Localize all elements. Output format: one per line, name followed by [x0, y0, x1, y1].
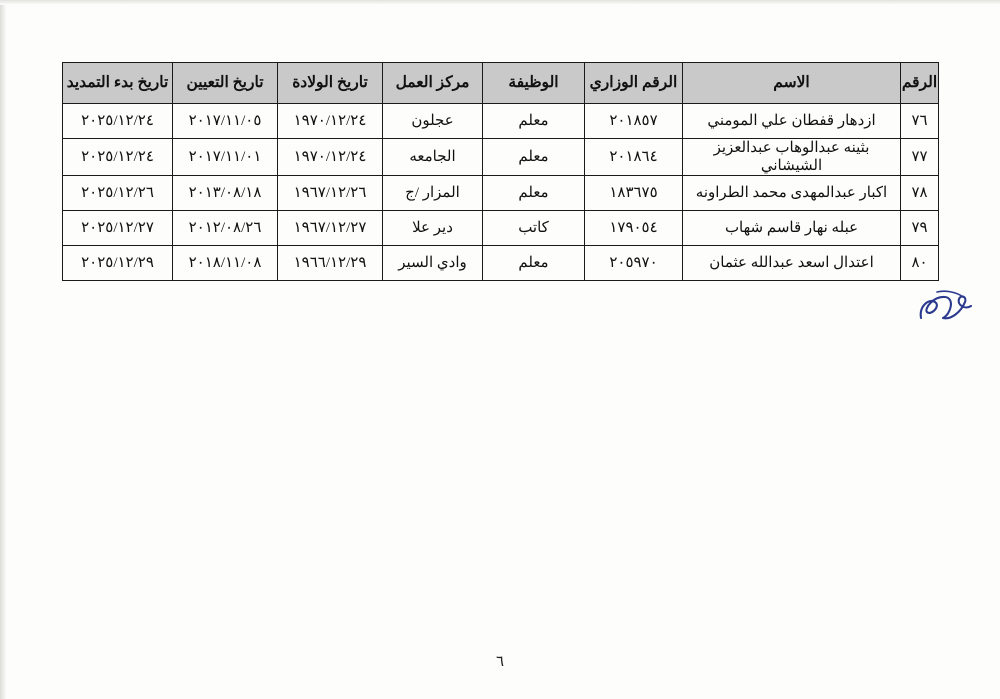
- cell-ministry-number: ٢٠١٨٦٤: [585, 139, 683, 176]
- cell-appointment-date: ٢٠١٣/٠٨/١٨: [173, 176, 278, 211]
- cell-job: معلم: [483, 246, 585, 281]
- employee-extension-table: [62, 62, 939, 281]
- cell-birth-date: ١٩٦٧/١٢/٢٦: [278, 176, 383, 211]
- column-header-number: الرقم: [901, 63, 939, 104]
- cell-appointment-date: ٢٠١٢/٠٨/٢٦: [173, 211, 278, 246]
- column-header-birth-date: تاريخ الولادة: [278, 63, 383, 104]
- column-header-ministry-number: الرقم الوزاري: [585, 63, 683, 104]
- cell-ministry-number: ١٧٩٠٥٤: [585, 211, 683, 246]
- column-header-job: الوظيفة: [483, 63, 585, 104]
- cell-extension-start-date: ٢٠٢٥/١٢/٢٩: [63, 246, 173, 281]
- column-header-name: الاسم: [683, 63, 901, 104]
- cell-extension-start-date: ٢٠٢٥/١٢/٢٦: [63, 176, 173, 211]
- cell-name: اكبار عبدالمهدى محمد الطراونه: [683, 176, 901, 211]
- cell-birth-date: ١٩٧٠/١٢/٢٤: [278, 139, 383, 176]
- cell-appointment-date: ٢٠١٧/١١/٠١: [173, 139, 278, 176]
- cell-number: ٧٦: [901, 104, 939, 139]
- table-row: [63, 176, 939, 211]
- table-row: [63, 104, 939, 139]
- scan-edge-top: [0, 0, 1000, 5]
- table-row: [63, 211, 939, 246]
- table-row: [63, 139, 939, 176]
- page-number: ٦: [495, 654, 505, 670]
- cell-work-center: عجلون: [383, 104, 483, 139]
- cell-work-center: الجامعه: [383, 139, 483, 176]
- table-row: [63, 246, 939, 281]
- cell-ministry-number: ٢٠١٨٥٧: [585, 104, 683, 139]
- cell-extension-start-date: ٢٠٢٥/١٢/٢٧: [63, 211, 173, 246]
- cell-job: معلم: [483, 104, 585, 139]
- cell-work-center: المزار /ج: [383, 176, 483, 211]
- cell-ministry-number: ١٨٣٦٧٥: [585, 176, 683, 211]
- cell-number: ٧٨: [901, 176, 939, 211]
- employee-extension-table-container: [63, 62, 939, 281]
- table-header-row: [63, 63, 939, 104]
- column-header-appointment-date: تاريخ التعيين: [173, 63, 278, 104]
- cell-job: معلم: [483, 139, 585, 176]
- cell-job: كاتب: [483, 211, 585, 246]
- cell-appointment-date: ٢٠١٨/١١/٠٨: [173, 246, 278, 281]
- cell-ministry-number: ٢٠٥٩٧٠: [585, 246, 683, 281]
- cell-name: اعتدال اسعد عبدالله عثمان: [683, 246, 901, 281]
- cell-job: معلم: [483, 176, 585, 211]
- scan-edge-left: [0, 0, 7, 699]
- cell-work-center: دير علا: [383, 211, 483, 246]
- cell-extension-start-date: ٢٠٢٥/١٢/٢٤: [63, 104, 173, 139]
- column-header-work-center: مركز العمل: [383, 63, 483, 104]
- cell-work-center: وادي السير: [383, 246, 483, 281]
- cell-number: ٧٧: [901, 139, 939, 176]
- cell-name: عبله نهار قاسم شهاب: [683, 211, 901, 246]
- cell-birth-date: ١٩٦٦/١٢/٢٩: [278, 246, 383, 281]
- cell-number: ٧٩: [901, 211, 939, 246]
- cell-appointment-date: ٢٠١٧/١١/٠٥: [173, 104, 278, 139]
- cell-birth-date: ١٩٧٠/١٢/٢٤: [278, 104, 383, 139]
- cell-extension-start-date: ٢٠٢٥/١٢/٢٤: [63, 139, 173, 176]
- cell-number: ٨٠: [901, 246, 939, 281]
- cell-name: بثينه عبدالوهاب عبدالعزيز الشيشاني: [683, 139, 901, 176]
- handwritten-signature: [915, 288, 975, 330]
- cell-name: ازدهار قفطان علي المومني: [683, 104, 901, 139]
- column-header-extension-start-date: تاريخ بدء التمديد: [63, 63, 173, 104]
- cell-birth-date: ١٩٦٧/١٢/٢٧: [278, 211, 383, 246]
